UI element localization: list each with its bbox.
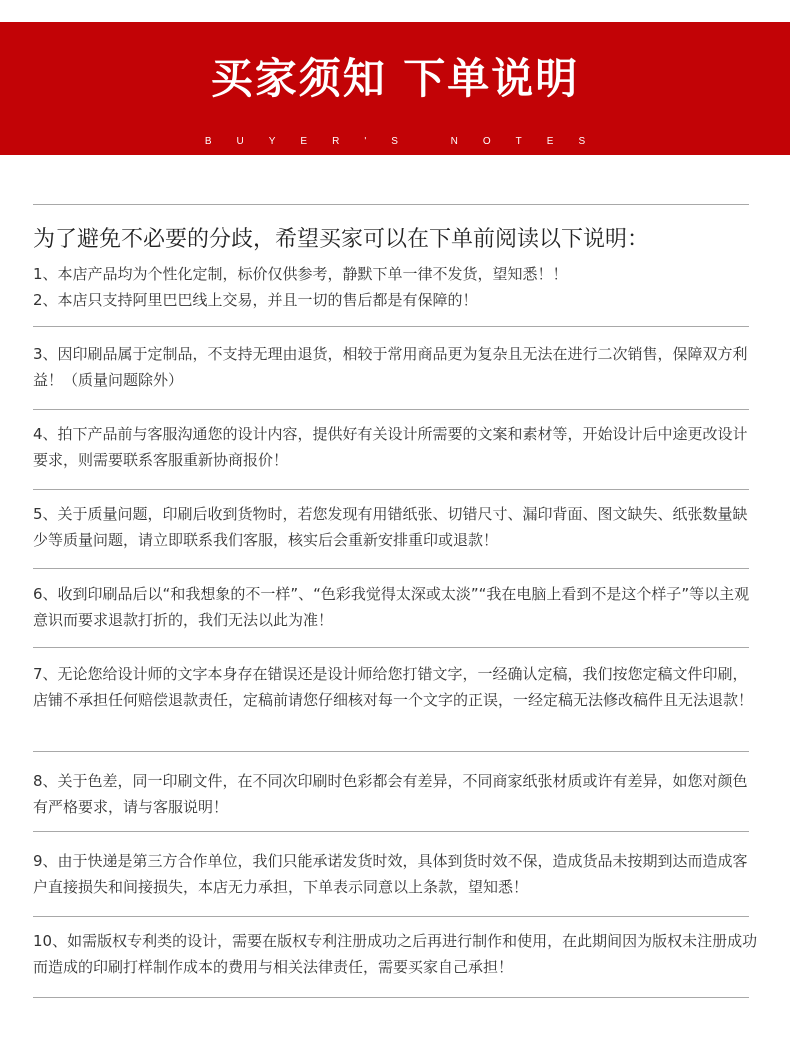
divider (33, 916, 749, 917)
divider (33, 751, 749, 752)
note-2: 2、本店只支持阿里巴巴线上交易，并且一切的售后都是有保障的！ (33, 291, 478, 309)
note-7: 7、无论您给设计师的文字本身存在错误还是设计师给您打错文字，一经确认定稿，我们按您定稿文件印刷，店铺不承担任何赔偿退款责任，定稿前请您仔细核对每一个文字的正误，一经定稿无法修改稿件且无法退款！ (33, 665, 754, 709)
divider (33, 831, 749, 832)
divider (33, 489, 749, 490)
divider (33, 568, 749, 569)
header-banner (0, 22, 790, 155)
page-subtitle: BUYER'S NOTES (204, 136, 611, 147)
note-9: 9、由于快递是第三方合作单位，我们只能承诺发货时效，具体到货时效不保，造成货品未按期到达而造成客户直接损失和间接损失，本店无力承担，下单表示同意以上条款，望知悉！ (33, 852, 748, 896)
note-4: 4、拍下产品前与客服沟通您的设计内容，提供好有关设计所需要的文案和素材等，开始设计后中途更改设计要求，则需要联系客服重新协商报价！ (33, 425, 748, 469)
intro-heading: 为了避免不必要的分歧，希望买家可以在下单前阅读以下说明： (33, 227, 650, 252)
note-5: 5、关于质量问题，印刷后收到货物时，若您发现有用错纸张、切错尺寸、漏印背面、图文缺失、纸张数量缺少等质量问题，请立即联系我们客服，核实后会重新安排重印或退款！ (33, 505, 748, 549)
note-3: 3、因印刷品属于定制品，不支持无理由退货，相较于常用商品更为复杂且无法在进行二次销售，保障双方利益！（质量问题除外） (33, 345, 748, 389)
note-1: 1、本店产品均为个性化定制，标价仅供参考，静默下单一律不发货，望知悉！！ (33, 265, 568, 283)
note-6: 6、收到印刷品后以“和我想象的不一样”、“色彩我觉得太深或太淡”“我在电脑上看到不是这个样子”等以主观意识而要求退款打折的，我们无法以此为准！ (33, 585, 750, 629)
page-title: 买家须知 下单说明 (210, 54, 580, 103)
divider (33, 326, 749, 327)
divider (33, 997, 749, 998)
divider (33, 409, 749, 410)
divider (33, 647, 749, 648)
divider (33, 204, 749, 205)
note-8: 8、关于色差，同一印刷文件，在不同次印刷时色彩都会有差异，不同商家纸张材质或许有差异，如您对颜色有严格要求，请与客服说明！ (33, 772, 748, 816)
note-10: 10、如需版权专利类的设计，需要在版权专利注册成功之后再进行制作和使用，在此期间因为版权未注册成功而造成的印刷打样制作成本的费用与相关法律责任，需要买家自己承担！ (33, 932, 758, 976)
